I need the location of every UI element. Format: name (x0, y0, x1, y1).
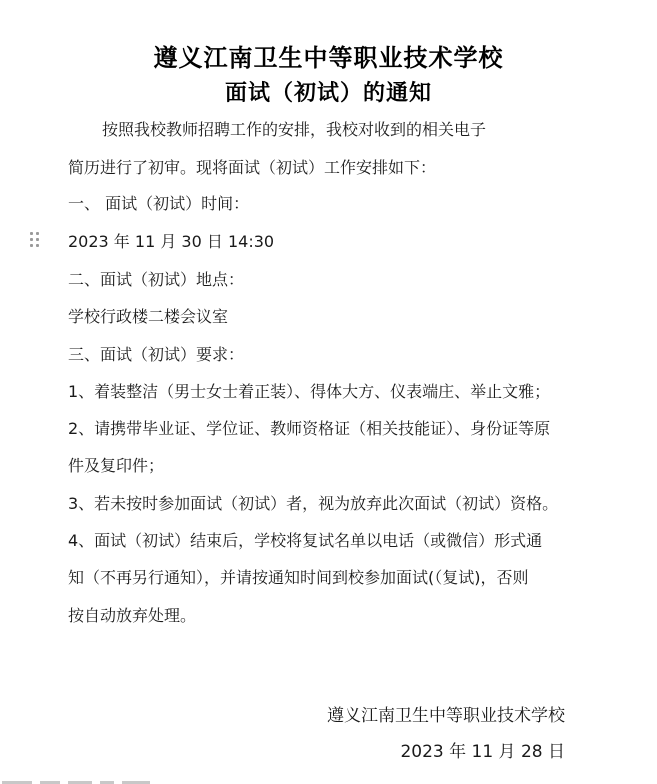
cropped-status-strip (0, 776, 657, 784)
section-location-value: 学校行政楼二楼会议室 (68, 307, 229, 326)
requirement-1: 1、着装整洁（男士女士着正装）、得体大方、仪表端庄、举止文雅； (68, 382, 551, 401)
requirement-2-line-1: 2、请携带毕业证、学位证、教师资格证（相关技能证）、身份证等原 (68, 419, 551, 438)
notice-title: 面试（初试）的通知 (224, 81, 432, 106)
requirement-4-line-3: 按自动放弃处理。 (68, 606, 197, 625)
requirement-3: 3、若未按时参加面试（初试）者，视为放弃此次面试（初试）资格。 (68, 494, 559, 513)
section-time-heading: 一、 面试（初试）时间： (68, 194, 250, 213)
requirement-4-line-2: 知（不再另行通知），并请按通知时间到校参加面试(（复试)，否则 (68, 568, 529, 587)
drag-handle-icon[interactable] (30, 232, 40, 248)
section-requirements-heading: 三、面试（初试）要求： (68, 345, 245, 364)
school-title: 遵义江南卫生中等职业技术学校 (153, 44, 504, 72)
section-time-value: 2023 年 11 月 30 日 14:30 (68, 232, 275, 251)
requirement-2-line-2: 件及复印件； (68, 456, 165, 475)
intro-line-2: 简历进行了初审。现将面试（初试）工作安排如下： (68, 158, 437, 177)
signature-organization: 遵义江南卫生中等职业技术学校 (327, 706, 565, 726)
signature-date: 2023 年 11 月 28 日 (400, 742, 565, 762)
intro-line-1: 按照我校教师招聘工作的安排，我校对收到的相关电子 (102, 120, 487, 139)
section-location-heading: 二、面试（初试）地点： (68, 270, 245, 289)
requirement-4-line-1: 4、面试（初试）结束后，学校将复试名单以电话（或微信）形式通 (68, 531, 543, 550)
